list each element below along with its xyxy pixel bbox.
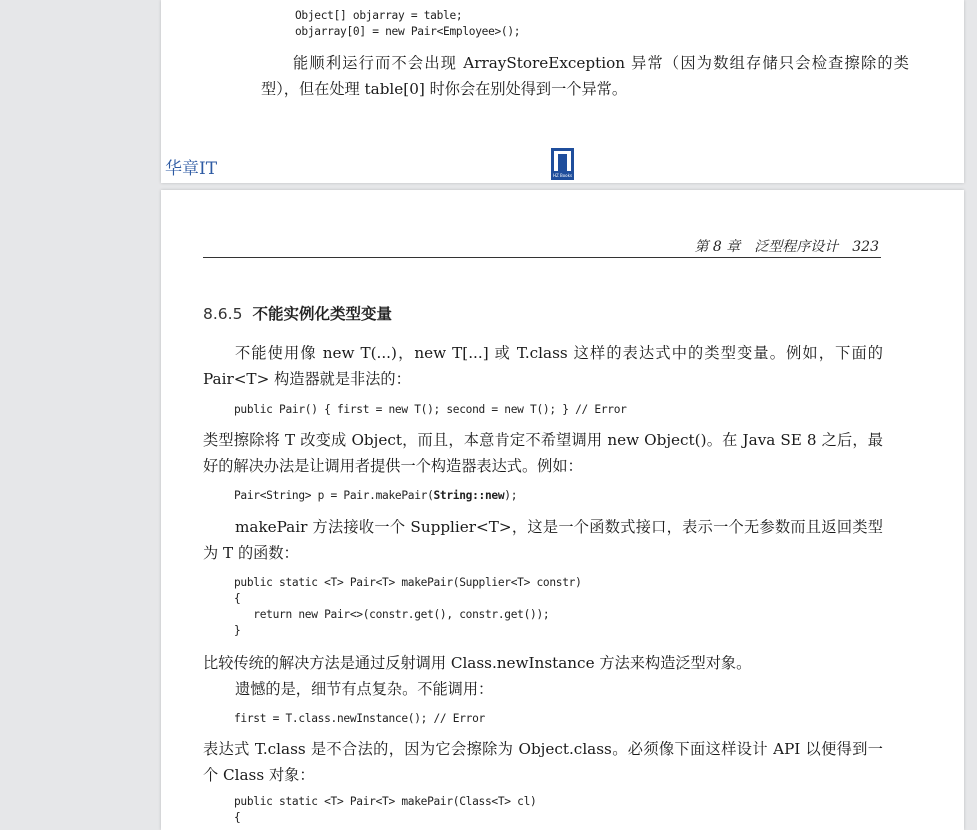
publisher-brand: 华章IT [165, 159, 218, 179]
code-block-pair-constructor: public Pair() { first = new T(); second = new T(); } // Error [234, 403, 627, 416]
code-fragment: Pair<String> p = Pair.makePair( [234, 489, 434, 502]
code-line: objarray[0] = new Pair<Employee>(); [295, 25, 521, 38]
section-heading [203, 302, 392, 324]
hzbooks-logo-icon [551, 148, 574, 180]
code-block-makepair-call [234, 488, 517, 504]
paragraph-reflection: 比较传统的解决方法是通过反射调用 Class.newInstance 方法来构造泛型对象。 [203, 654, 752, 672]
section-title: 不能实例化类型变量 [252, 305, 392, 323]
paragraph-intro: 不能使用像 new T(...)，new T[...] 或 T.class 这样的表达式中的类型变量。例如，下面的 Pair<T> 构造器就是非法的： [203, 344, 883, 388]
running-head: 第 8 章 泛型程序设计 323 [694, 239, 879, 255]
code-block-makepair-supplier: public static <T> Pair<T> makePair(Supplier<T> constr) { return new Pair<>(constr.get(), constr.get()); } [234, 576, 582, 637]
paragraph-type-erasure: 类型擦除将 T 改变成 Object，而且，本意肯定不希望调用 new Object()。在 Java SE 8 之后，最好的解决办法是让调用者提供一个构造器表达式。例如： [203, 431, 883, 475]
code-fragment-bold: String::new [433, 489, 505, 502]
code-block-newinstance: first = T.class.newInstance(); // Error [234, 712, 485, 725]
code-block-makepair-class: public static <T> Pair<T> makePair(Class<T> cl) { [234, 795, 537, 824]
section-number: 8.6.5 [203, 305, 243, 323]
header-rule [203, 257, 881, 258]
code-line: Object[] objarray = table; [295, 9, 463, 22]
paragraph-supplier: makePair 方法接收一个 Supplier<T>，这是一个函数式接口，表示一个无参数而且返回类型为 T 的函数： [203, 518, 883, 562]
previous-page [161, 0, 964, 183]
current-page [161, 190, 964, 830]
paragraph-arraystore: 能顺利运行而不会出现 ArrayStoreException 异常（因为数组存储只会检查擦除的类型），但在处理 table[0] 时你会在别处得到一个异常。 [261, 54, 909, 98]
logo-label: HZ Books [552, 173, 573, 178]
paragraph-class-object: 表达式 T.class 是不合法的，因为它会擦除为 Object.class。必须像下面这样设计 API 以便得到一个 Class 对象： [203, 740, 883, 784]
code-block-objarray [295, 8, 520, 40]
paragraph-regret: 遗憾的是，细节有点复杂。不能调用： [235, 680, 494, 698]
code-fragment: ); [504, 489, 518, 502]
